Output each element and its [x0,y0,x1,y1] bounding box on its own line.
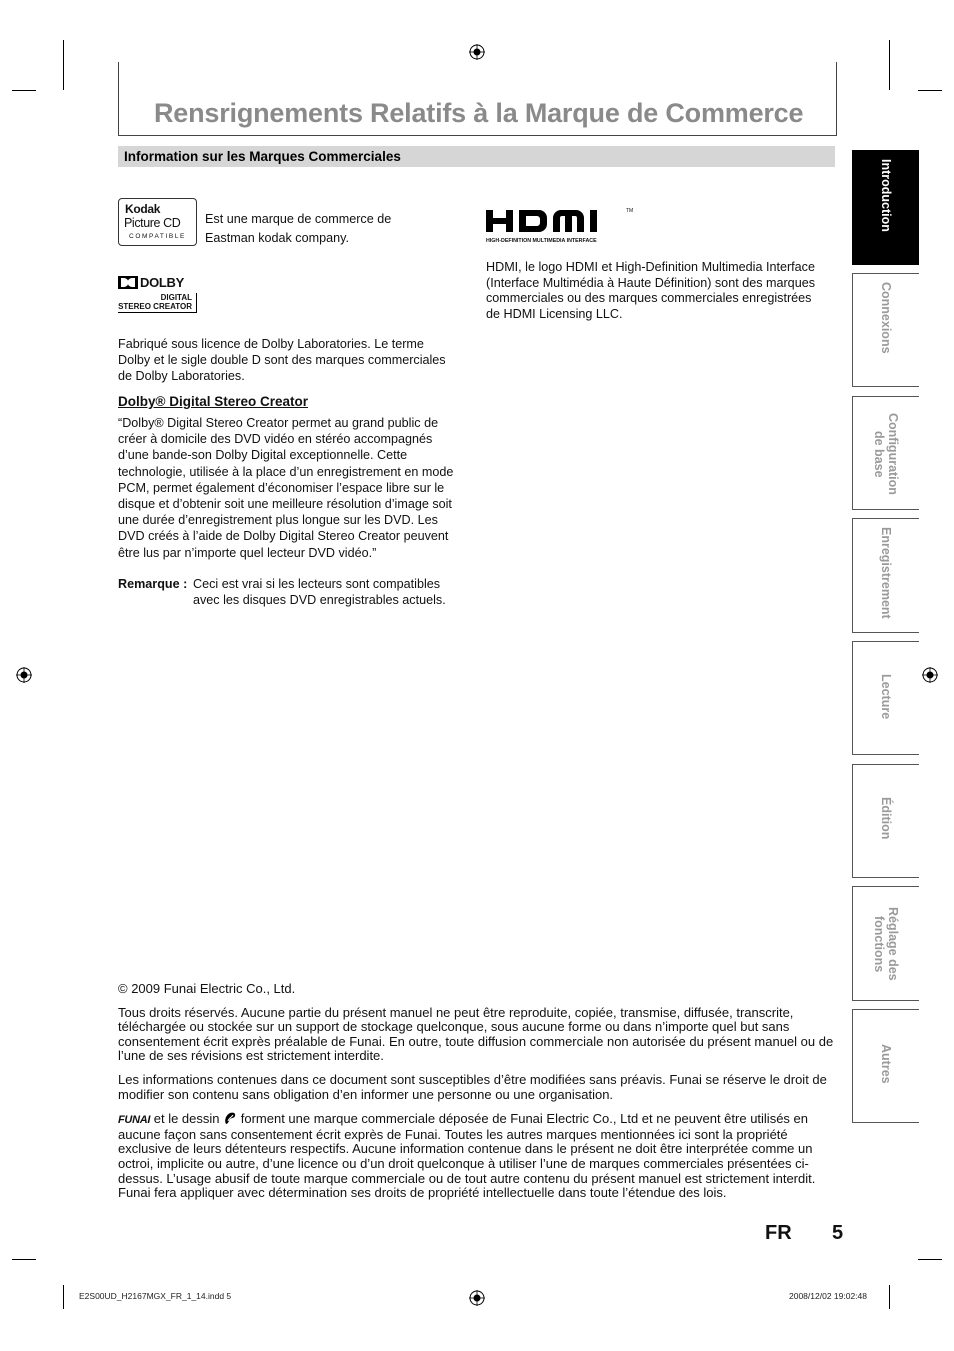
registration-mark-icon [16,667,32,683]
tab-connexions-label: Connexions [879,282,893,354]
copyright-line: © 2009 Funai Electric Co., Ltd. [118,981,296,996]
crop-mark [63,1285,64,1309]
tab-enregistrement[interactable] [852,518,919,633]
legal-notice [118,982,834,1210]
dolby-license-text: Fabriqué sous licence de Dolby Laboratories. Le terme Dolby et le sigle double D sont des marques commerciales de Dolby Laboratories. [118,337,446,384]
tab-autres[interactable] [852,1009,919,1123]
funai-text-a: et le dessin [153,1111,220,1127]
slug-file: E2S00UD_H2167MGX_FR_1_14.indd 5 [79,1291,232,1301]
page-number: 5 [832,1222,844,1244]
legal-paragraph-trademark [118,1111,834,1201]
dolby-digital-stereo-creator-logo [118,276,200,313]
crop-mark [12,90,36,91]
kodak-picture-cd-logo [118,198,197,246]
tab-reglage-label: Réglage des fonctions [872,907,900,981]
hdmi-wordmark-icon [486,208,621,234]
dolby-logo-word: DOLBY [140,275,185,290]
hdmi-trademark-text: HDMI, le logo HDMI et High-Definition Multimedia Interface (Interface Multimédia à Haute Définition) sont des marques commerciales ou des marques commerciales enregistrées de HDMI Licensing LLC. [486,260,815,321]
tab-edition[interactable] [852,764,919,878]
slug-datetime: 2008/12/02 19:02:48 [789,1291,867,1301]
remark-label: Remarque : [118,577,188,591]
kodak-text-line1: Est une marque de commerce de [205,212,392,226]
legal-paragraph-changes: Les informations contenues dans ce document sont susceptibles d’être modifiées sans préavis. Funai se réserve le droit de modifier son contenu sans obligation d’en informer une personne ou une organisation. [118,1071,827,1102]
kodak-logo-line3: COMPATIBLE [129,233,186,240]
crop-mark [12,1259,36,1260]
dolby-logo-sub1: DIGITAL [160,293,192,302]
crop-mark [918,90,942,91]
tab-reglage-des-fonctions[interactable] [852,886,919,1001]
registration-mark-icon [469,44,485,60]
tab-lecture[interactable] [852,641,919,755]
funai-text-b: forment une marque commerciale déposée de Funai Electric Co., Ltd et ne peuvent être utilisés en aucune façon sans consentement écrit exprès de Funai. Toutes les autres marques mentionnées ici sont la propriété exclusive de leurs détenteurs respectifs. Aucune information contenue dans le présent ne doit être interprétée comme un octroi, implicite ou autre, d’une licence ou d’un droit quelconque à utiliser l’une de marques commerciales présentées ci-dessus. L’usage abusif de toute marque commerciale ou de tout autre contenu du présent manuel est strictement interdit. Funai fera appliquer avec détermination ses droits de propriété intellectuelle dans toute l’étendue des lois. [118,1111,816,1201]
dolby-double-d-icon [118,276,138,289]
hdmi-logo [486,208,636,246]
crop-mark [889,40,890,90]
funai-logo: FUNAI [118,1114,151,1127]
dolby-subheading: Dolby® Digital Stereo Creator [118,394,308,409]
crop-mark [63,40,64,90]
hdmi-logo-sub: HIGH-DEFINITION MULTIMEDIA INTERFACE [486,238,597,244]
tab-introduction-label: Introduction [879,159,893,232]
dolby-logo-sub2: STEREO CREATOR [118,302,192,311]
tab-lecture-label: Lecture [879,674,893,720]
dolby-logo-box [118,293,197,313]
kodak-text-line2: Eastman kodak company. [205,231,349,246]
kodak-logo-line1: Kodak [125,202,161,216]
tab-edition-label: Édition [879,797,893,840]
funai-design-icon [223,1111,237,1125]
kodak-trademark-text [205,211,435,246]
registration-mark-icon [469,1290,485,1306]
registration-mark-icon [922,667,938,683]
tab-configuration-de-base[interactable] [852,396,919,510]
hdmi-tm: TM [626,208,634,214]
kodak-logo-line2: Picture CD [124,216,181,230]
tab-autres-label: Autres [879,1044,893,1084]
tab-enregistrement-label: Enregistrement [879,527,893,619]
tab-configuration-label: Configuration de base [872,413,900,495]
page-language: FR [765,1222,792,1244]
remark-text: Ceci est vrai si les lecteurs sont compatibles avec les disques DVD enregistrables actuels. [193,577,446,608]
crop-mark [889,1285,890,1309]
page-title: Rensrignements Relatifs à la Marque de Commerce [154,98,804,128]
section-heading-bar [118,146,835,167]
tab-introduction[interactable] [852,150,919,265]
crop-mark [918,1259,942,1260]
dolby-body-text: “Dolby® Digital Stereo Creator permet au grand public de créer à domicile des DVD vidéo en stéréo accompagnés d’une bande-son Dolby Digital exceptionnelle. Cette technologie, utilisée à la place d’un enregistrement en mode PCM, permet également d’économiser l’espace libre sur le disque et d’obtenir soit une meilleure résolution d’image soit une durée d’enregistrement plus longue sur les DVD. Les DVD créés à l’aide de Dolby Digital Stereo Creator peuvent être lus par n’importe quel lecteur DVD vidéo.” [118,416,454,560]
section-heading: Information sur les Marques Commerciales [124,149,401,164]
legal-paragraph-rights: Tous droits réservés. Aucune partie du présent manuel ne peut être reproduite, copiée, transmise, diffusée, transcrite, téléchargée ou stockée sur un support de stockage quelconque, sous aucune forme ou dans n’importe quel but sans consentement écrit exprès préalable de Funai. En outre, toute diffusion commerciale non autorisée du présent manuel ou de l’une de ses révisions est strictement interdite. [118,1004,834,1064]
tab-connexions[interactable] [852,273,919,387]
